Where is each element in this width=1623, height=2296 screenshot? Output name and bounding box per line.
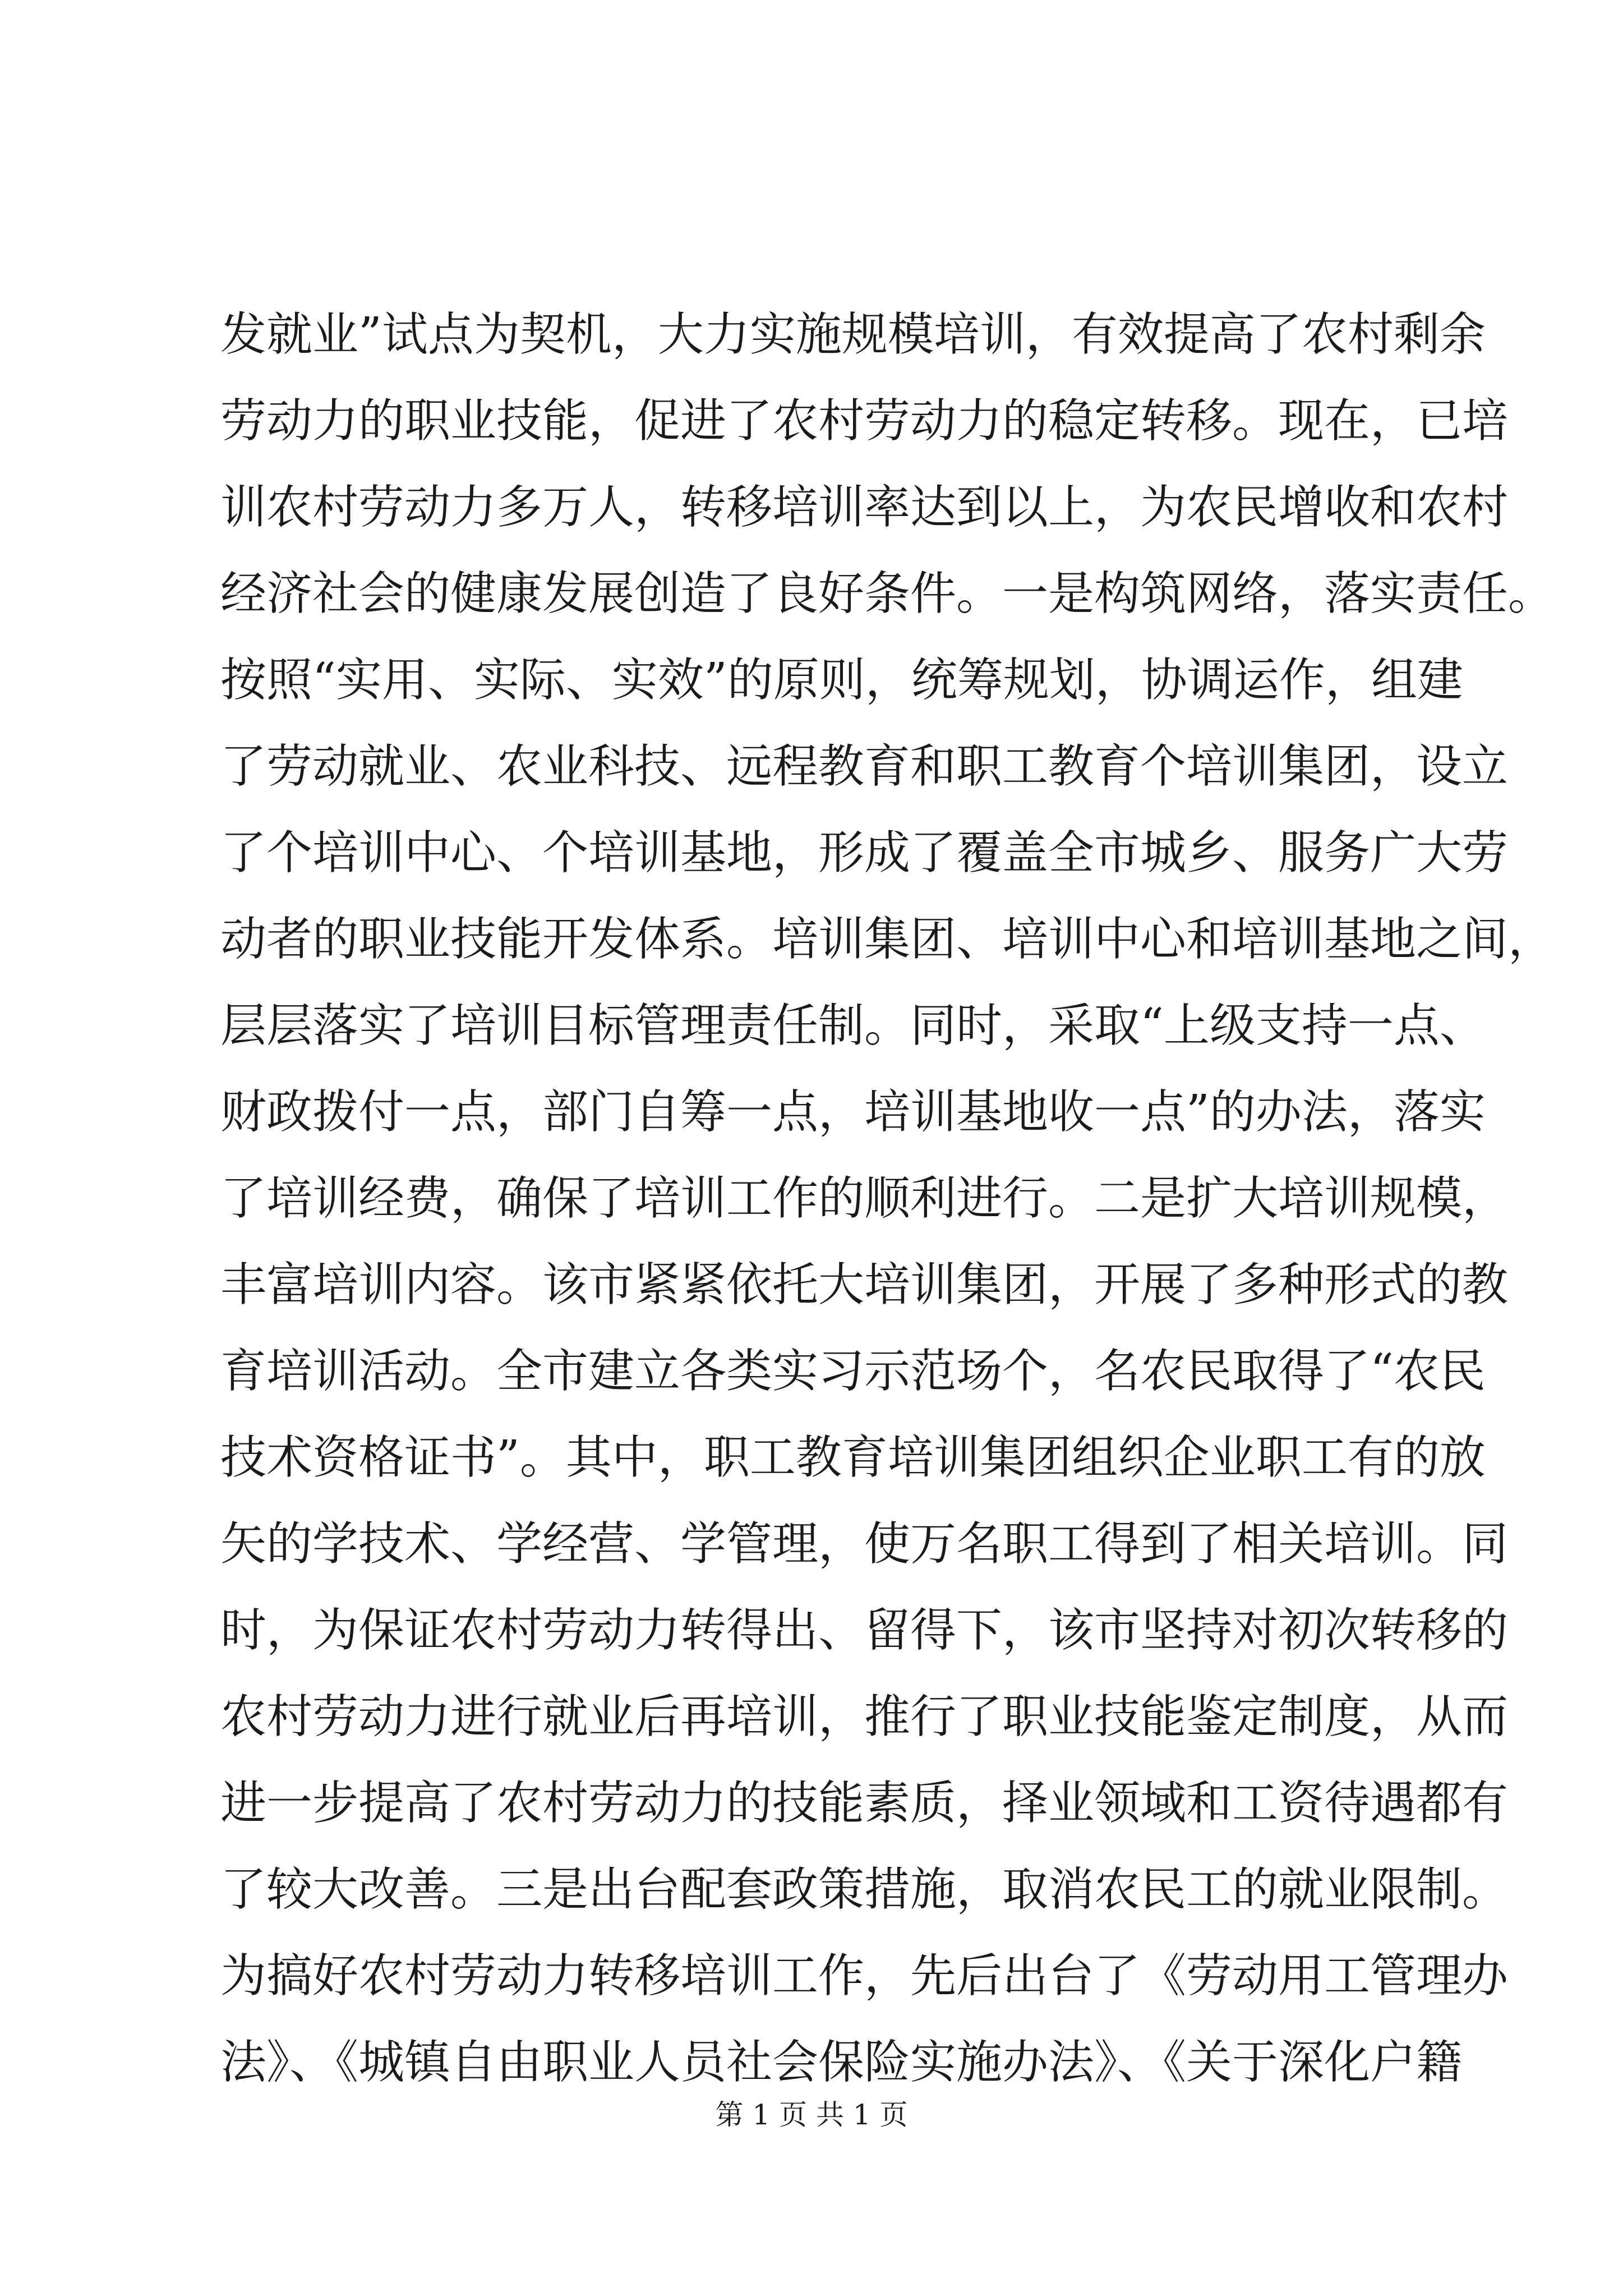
text-line: 进一步提高了农村劳动力的技能素质，择业领域和工资待遇都有 [220,1777,1509,1830]
text-line: 财政拨付一点，部门自筹一点，培训基地收一点”的办法，落实 [220,1085,1486,1139]
text-line: 了较大改善。三是出台配套政策措施，取消农民工的就业限制。 [220,1863,1509,1916]
text-line: 法》、《城镇自由职业人员社会保险实施办法》、《关于深化户籍 [220,2036,1463,2089]
text-line: 经济社会的健康发展创造了良好条件。一是构筑网络，落实责任。 [220,567,1555,620]
text-line: 技术资格证书”。其中，职工教育培训集团组织企业职工有的放 [220,1431,1486,1484]
text-line: 农村劳动力进行就业后再培训，推行了职业技能鉴定制度，从而 [220,1690,1509,1743]
text-line: 训农村劳动力多万人，转移培训率达到以上，为农民增收和农村 [220,481,1509,534]
text-line: 发就业”试点为契机，大力实施规模培训，有效提高了农村剩余 [220,308,1486,361]
text-line: 丰富培训内容。该市紧紧依托大培训集团，开展了多种形式的教 [220,1258,1509,1312]
text-line: 育培训活动。全市建立各类实习示范场个，名农民取得了“农民 [220,1345,1486,1398]
text-line: 动者的职业技能开发体系。培训集团、培训中心和培训基地之间， [220,913,1555,966]
text-line: 时，为保证农村劳动力转得出、留得下，该市坚持对初次转移的 [220,1604,1509,1657]
text-line: 层层落实了培训目标管理责任制。同时，采取“上级支持一点、 [220,999,1486,1052]
text-line: 劳动力的职业技能，促进了农村劳动力的稳定转移。现在，已培 [220,394,1509,448]
body-text [220,292,1555,2106]
text-line: 按照“实用、实际、实效”的原则，统筹规划，协调运作，组建 [220,654,1463,707]
text-line: 了个培训中心、个培训基地，形成了覆盖全市城乡、服务广大劳 [220,826,1509,880]
text-line: 为搞好农村劳动力转移培训工作，先后出台了《劳动用工管理办 [220,1949,1509,2003]
text-line: 了劳动就业、农业科技、远程教育和职工教育个培训集团，设立 [220,740,1509,793]
text-line: 矢的学技术、学经营、学管理，使万名职工得到了相关培训。同 [220,1517,1509,1571]
page-number-footer: 第 1 页 共 1 页 [715,2099,908,2131]
text-line: 了培训经费，确保了培训工作的顺利进行。二是扩大培训规模， [220,1172,1509,1225]
